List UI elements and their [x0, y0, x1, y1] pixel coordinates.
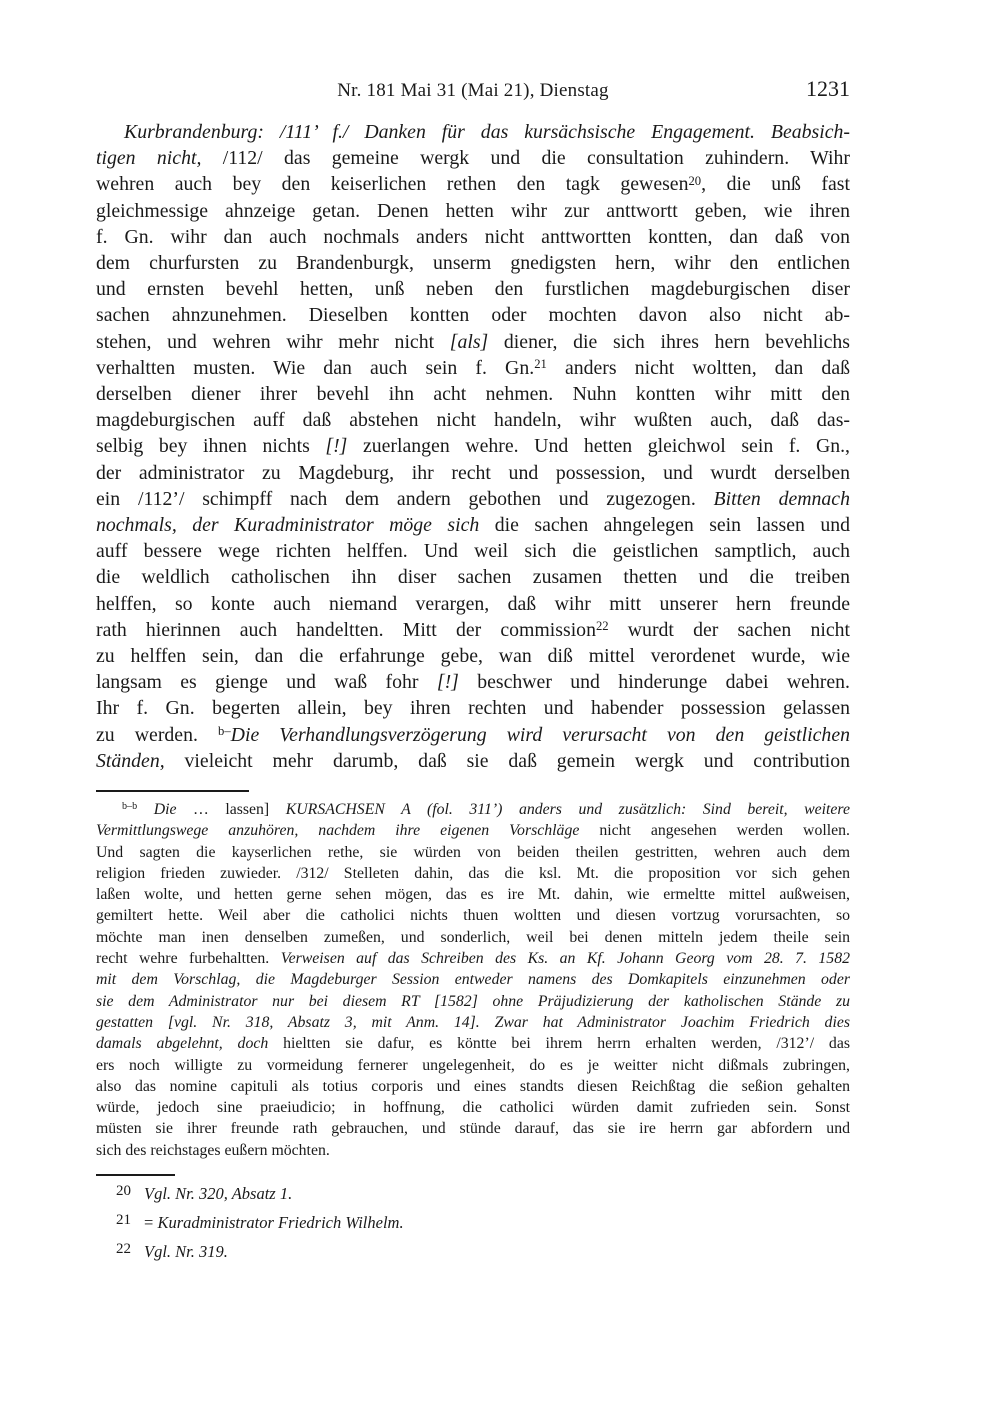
text-segment: Und sagten die kayserlichen rethe, sie würden von beiden theilen gestritten, wehren auch dem	[96, 843, 850, 861]
text-segment: religion frieden zuwieder. /312/ Stelleten dahin, das die ksl. Mt. die proposition vor sich gehen	[96, 864, 850, 882]
text-segment: [als]	[449, 330, 489, 353]
text-segment: zu werden.	[96, 723, 218, 746]
text-line	[96, 250, 850, 276]
text-line	[96, 722, 850, 748]
text-segment: gemiltert hette. Weil aber die catholici nichts thuen woltten und diesen vortzug vorursachten, so	[96, 907, 850, 925]
text-segment: … lassen]	[193, 801, 286, 818]
text-segment: ers noch willigte zu vormeidung fernerer ungelegenheit, do es je weitter nicht dißmals zubringen,	[96, 1056, 850, 1074]
critical-apparatus	[96, 799, 850, 1161]
footnote-text	[144, 1184, 292, 1203]
footnote-number: 21	[116, 1212, 131, 1228]
text-line	[96, 1033, 850, 1054]
text-segment: Die	[153, 801, 194, 818]
text-segment: sachen ahnzunehmen. Dieselben kontten oder mochten davon also nicht ab-	[96, 304, 850, 327]
text-segment: verhaltten musten. Wie dan auch sein f. Gn.	[96, 356, 535, 379]
text-segment: anders nicht woltten, dan daß	[546, 356, 850, 379]
text-line	[96, 969, 850, 990]
text-segment: KURSACHSEN A (fol. 311’) anders und zusätzlich: Sind bereit, weitere	[285, 801, 851, 818]
text-segment: die weldlich catholischen ihn diser sachen zusamen thetten und die treiben	[96, 566, 850, 589]
footnote-number: 22	[116, 1241, 131, 1257]
text-segment: f. Gn. wihr dan auch nochmals anders nicht anttwortten kontten, dan daß von	[96, 225, 850, 248]
text-segment: mit dem Vorschlag, die Magdeburger Session entweder namens des Domkapitels einzunehmen oder	[96, 971, 850, 989]
text-line	[96, 1012, 850, 1033]
text-line	[96, 407, 850, 433]
text-line	[96, 842, 850, 863]
text-segment: tigen nicht,	[96, 147, 223, 170]
text-line	[96, 512, 850, 538]
text-segment: die sachen ahngelegen sein lassen und	[479, 514, 850, 537]
text-segment: auff bessere wege richten helffen. Und weil sich die geistlichen samptlich, auch	[96, 540, 850, 563]
text-line	[96, 799, 850, 820]
text-segment: der administrator zu Magdeburg, ihr recht und possession, und wurdt derselben	[96, 461, 850, 484]
footnote-item	[96, 1209, 850, 1238]
text-segment: wehren auch bey den keiserlichen rethen den tagk gewesen	[96, 173, 689, 196]
text-segment: =	[144, 1213, 158, 1232]
superscript-reference: 22	[595, 619, 609, 634]
text-segment: müsten sie ihrer freunde rath gebrauchen, und stünde darauf, das sie ire herrn gar abfordern und	[96, 1120, 850, 1138]
text-line	[96, 460, 850, 486]
footnote-number: 20	[116, 1183, 131, 1199]
text-line	[96, 171, 850, 197]
text-segment: gestatten [vgl. Nr. 318, Absatz 3, mit Anm. 14]. Zwar hat Administrator Joachim Friedrich dies	[96, 1013, 850, 1031]
text-segment: /112/ das gemeine wergk und die consultation zuhindern. Wihr	[222, 147, 850, 170]
text-segment: möchte man inen denselben zumeßen, und sonderlich, weil bei denen mitteln jedem theile sein	[96, 928, 850, 946]
text-segment: beschwer und hinderunge dabei wehren.	[458, 671, 850, 694]
text-segment: Die Verhandlungsverzögerung wird verursacht von den geistlichen	[230, 723, 850, 746]
text-segment: und ernsten bevehl hetten, unß neben den furstlichen magdeburgischen diser	[96, 278, 850, 301]
footnote-text	[144, 1213, 404, 1232]
text-line	[96, 564, 850, 590]
text-line	[96, 695, 850, 721]
text-segment: Ihr f. Gn. begerten allein, bey ihren rechten und habender possession gelassen	[96, 697, 850, 720]
footnote-text	[144, 1242, 228, 1261]
text-segment: [!]	[325, 435, 348, 458]
text-line	[96, 119, 850, 145]
text-line	[96, 355, 850, 381]
main-paragraph	[96, 119, 850, 774]
text-line	[96, 329, 850, 355]
text-line	[96, 198, 850, 224]
footnote-item	[96, 1180, 850, 1209]
text-segment: selbig bey ihnen nichts	[96, 435, 326, 458]
text-line	[96, 905, 850, 926]
text-segment: Kuradministrator Friedrich Wilhelm.	[157, 1213, 404, 1232]
text-segment: langsam es gienge und waß fohr	[96, 671, 437, 694]
text-segment: damals abgelehnt, doch	[96, 1035, 269, 1053]
text-line	[96, 617, 850, 643]
text-segment: laßen wolte, und hetten gerne sehen mögen, das es ire Mt. dahin, wie ermeltte mittel außweisen,	[96, 886, 850, 904]
text-line	[96, 669, 850, 695]
text-line	[96, 748, 850, 774]
text-segment: ein /112’/ schimpff nach dem andern gebothen und zugezogen.	[96, 487, 714, 510]
text-line	[96, 948, 850, 969]
text-line	[96, 538, 850, 564]
superscript-reference: 20	[688, 173, 702, 188]
text-segment: Vgl. Nr. 319.	[144, 1242, 228, 1261]
text-segment: vieleicht mehr darumb, daß sie daß gemein wergk und contribution	[184, 749, 851, 772]
text-segment: gleichmessige ahnzeige getan. Denen hetten wihr zur anttwortt geben, wie ihren	[96, 199, 850, 222]
text-line	[96, 302, 850, 328]
text-segment: zuerlangen wehre. Und hetten gleichwol sein f. Gn.,	[347, 435, 851, 458]
text-segment: sie dem Administrator nur bei diesem RT [1582] ohne Präjudizierung der katholischen Stände zu	[96, 992, 850, 1010]
text-line	[96, 224, 850, 250]
text-segment: diener, die sich ihres hern bevehlichs	[488, 330, 850, 353]
text-line	[96, 381, 850, 407]
text-segment: wurdt der sachen nicht	[608, 618, 850, 641]
page-number: 1231	[806, 76, 850, 101]
text-line	[96, 1118, 850, 1139]
text-segment: also das nomine capituli als totius corporis und eines standts diesen Reichßtag die seßion gehalten	[96, 1077, 850, 1095]
text-segment: Verweisen auf das Schreiben des Ks. an Kf. Johann Georg vom 28. 7. 1582	[280, 950, 851, 968]
footnote-separator-rule	[96, 1174, 175, 1176]
text-segment: [!]	[436, 671, 459, 694]
superscript-reference: b–b	[122, 801, 138, 813]
text-line	[96, 991, 850, 1012]
text-segment	[137, 801, 154, 818]
text-line	[96, 591, 850, 617]
text-segment: sich des reichstages eußern möchten.	[96, 1141, 330, 1159]
text-segment: stehen, und wehren wihr mehr nicht	[96, 330, 450, 353]
text-segment: Bitten demnach	[713, 487, 850, 510]
text-segment: nochmals, der Kuradministrator möge sich	[96, 514, 480, 537]
text-line	[96, 1140, 850, 1161]
text-segment: helffen, so konte auch niemand verargen, daß wihr mitt unserer hern freunde	[96, 592, 850, 615]
text-line	[96, 276, 850, 302]
text-segment: Vgl. Nr. 320, Absatz 1.	[144, 1184, 293, 1203]
text-segment: , die unß fast	[701, 173, 850, 196]
text-segment: würde, jedoch sine praeiudicio; in hoffnung, die catholici würden damit zufrieden sein. Sonst	[96, 1099, 850, 1117]
running-head: Nr. 181 Mai 31 (Mai 21), Dienstag	[337, 80, 609, 101]
text-segment: Kurbrandenburg: /111’ f./ Danken für das kursächsische Engagement. Beabsich-	[124, 121, 850, 143]
text-line	[96, 884, 850, 905]
text-line	[96, 486, 850, 512]
text-segment: dem churfursten zu Brandenburgk, unserm gnedigsten hern, wihr den entlichen	[96, 252, 850, 275]
text-segment: magdeburgischen auff daß abstehen nicht handeln, wihr wußten auch, daß das-	[96, 409, 850, 432]
text-line	[96, 145, 850, 171]
text-segment: derselben diener ihrer bevehl ihn acht nehmen. Nuhn kontten wihr mitt den	[96, 383, 850, 406]
text-segment: rath hierinnen auch handeltten. Mitt der commission	[96, 618, 596, 641]
text-segment: zu helffen sein, dan die erfahrunge gebe, wan diß mittel verordenet wurde, wie	[96, 645, 850, 668]
superscript-reference: 21	[534, 357, 547, 372]
text-line	[96, 1097, 850, 1118]
text-line	[96, 643, 850, 669]
text-segment: nicht angesehen werden wollen.	[579, 822, 850, 840]
superscript-reference: b–	[218, 723, 231, 738]
text-line	[96, 1055, 850, 1076]
text-segment: hieltten sie dafur, es köntte bei ihrem herrn erhalten werden, /312’/ das	[268, 1035, 850, 1053]
text-segment: recht wehre furbehaltten.	[96, 950, 281, 968]
footnotes-list	[96, 1180, 850, 1267]
footnote-item	[96, 1238, 850, 1267]
apparatus-separator-rule	[96, 790, 249, 792]
text-line	[96, 927, 850, 948]
text-line	[96, 1076, 850, 1097]
text-segment: Vermittlungswege anzuhören, nachdem ihre eigenen Vorschläge	[96, 822, 580, 840]
text-line	[96, 820, 850, 841]
text-line	[96, 863, 850, 884]
text-segment: Ständen,	[96, 749, 185, 772]
text-line	[96, 433, 850, 459]
